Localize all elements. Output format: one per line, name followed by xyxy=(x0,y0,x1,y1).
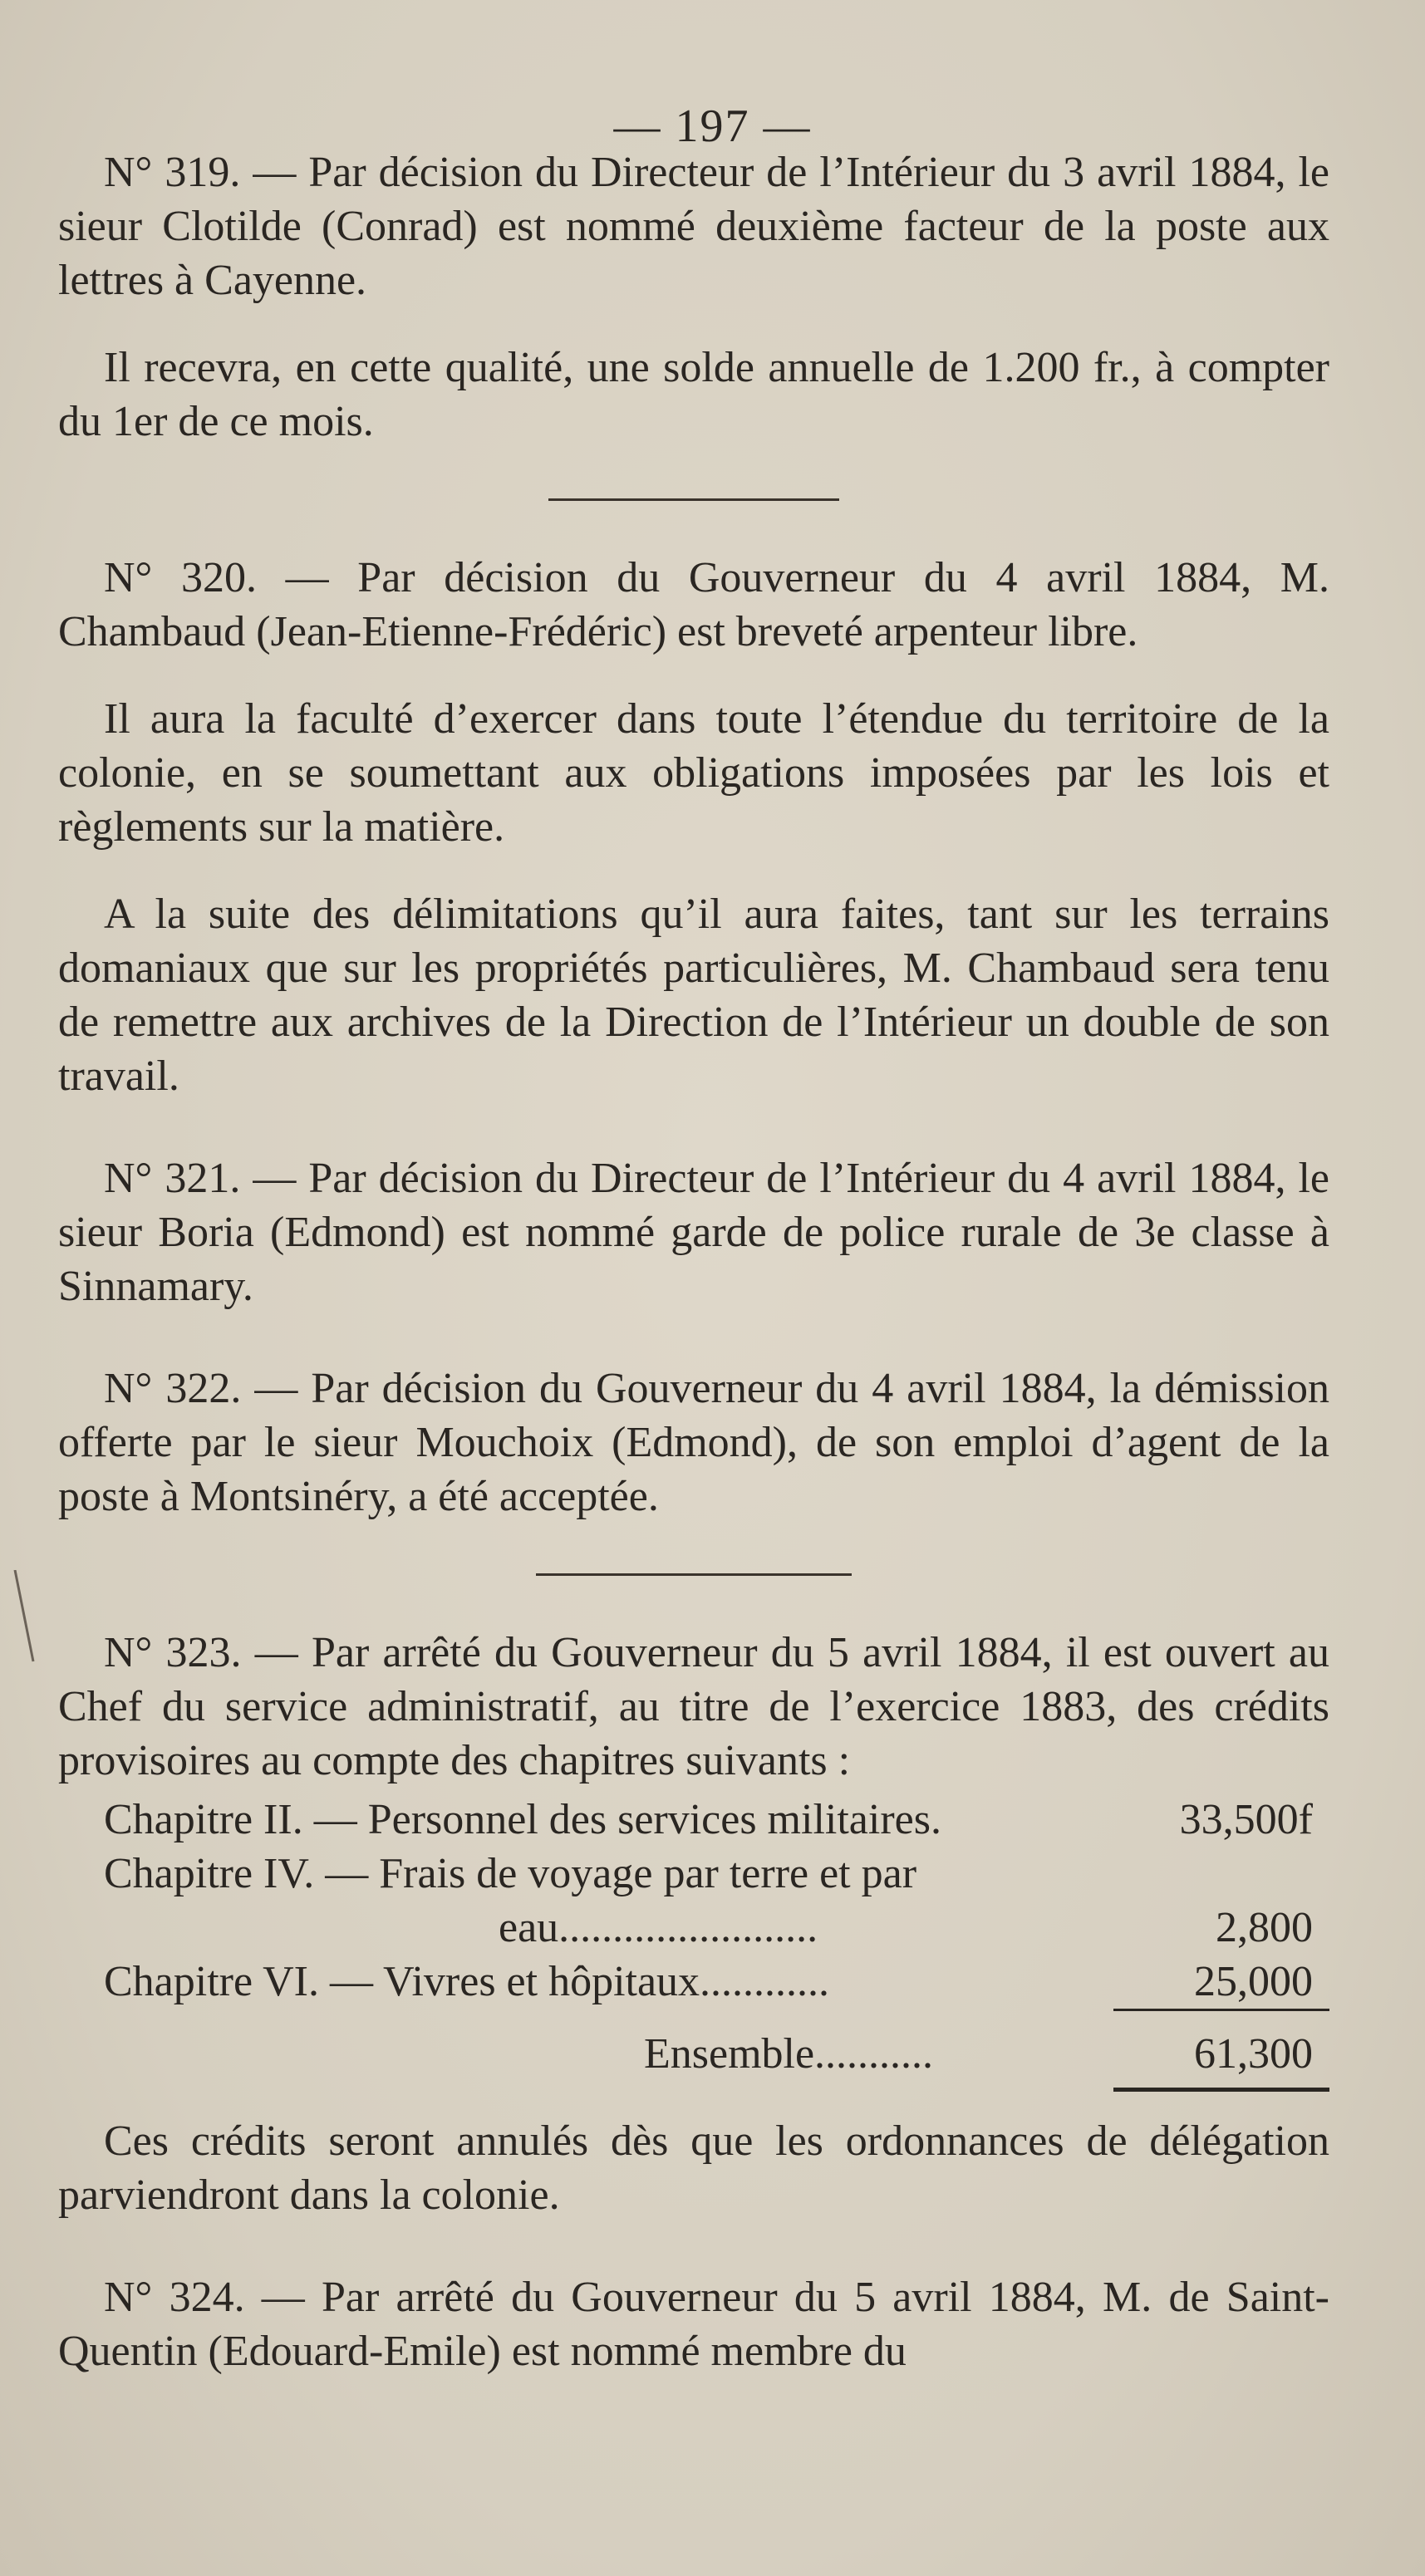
section-divider xyxy=(548,498,839,501)
ledger-total-amount: 61,300 xyxy=(1113,2027,1329,2092)
ledger-amount: 2,800 xyxy=(1216,1904,1313,1951)
ledger-amount: 33,500f xyxy=(1179,1796,1313,1843)
entry-320-paragraph-3: A la suite des délimitations qu’il aura faites, tant sur les terrains domaniaux que sur les propriétés particulières, M. Chambaud sera tenu de remettre aux archives de la Direction de l’Intérieur un double de son travail. xyxy=(58,891,1329,1100)
entry-320 xyxy=(58,551,1329,1103)
ledger-label: Chapitre II. — Personnel des services militaires. xyxy=(104,1796,941,1843)
ledger-total-row xyxy=(58,2027,1329,2081)
entry-323-paragraph-1: N° 323. — Par arrêté du Gouverneur du 5 avril 1884, il est ouvert au Chef du service administratif, au titre de l’exercice 1883, des crédits provisoires au compte des chapitres suivants : xyxy=(58,1629,1329,1784)
entry-324-paragraph-1: N° 324. — Par arrêté du Gouverneur du 5 avril 1884, M. de Saint-Quentin (Edouard-Emile) est nommé membre du xyxy=(58,2274,1329,2375)
ledger-row xyxy=(58,1793,1329,1847)
entry-320-paragraph-1: N° 320. — Par décision du Gouverneur du 4 avril 1884, M. Chambaud (Jean-Etienne-Frédéric) est breveté arpenteur libre. xyxy=(58,554,1329,655)
entry-324 xyxy=(58,2270,1329,2378)
entry-319-paragraph-2: Il recevra, en cette qualité, une solde annuelle de 1.200 fr., à compter du 1er de ce mois. xyxy=(58,344,1329,445)
document-body xyxy=(58,116,1329,2378)
ledger-row xyxy=(58,1901,1329,1955)
entry-323-closing: Ces crédits seront annulés dès que les ordonnances de délégation parviendront dans la colonie. xyxy=(58,2117,1329,2219)
ledger-label: Chapitre IV. — Frais de voyage par terre et par xyxy=(104,1850,917,1897)
ledger-total-label: Ensemble........... xyxy=(644,2030,934,2078)
ledger-amount: 25,000 xyxy=(1113,1955,1329,2011)
credit-ledger xyxy=(58,1793,1329,2081)
entry-321-paragraph-1: N° 321. — Par décision du Directeur de l’Intérieur du 4 avril 1884, le sieur Boria (Edmond) est nommé garde de police rurale de 3e classe à Sinnamary. xyxy=(58,1155,1329,1310)
entry-323 xyxy=(58,1626,1329,2222)
entry-319-paragraph-1: N° 319. — Par décision du Directeur de l’Intérieur du 3 avril 1884, le sieur Clotilde (Conrad) est nommé deuxième facteur de la poste aux lettres à Cayenne. xyxy=(58,149,1329,304)
entry-319 xyxy=(58,145,1329,449)
ledger-label: eau........................ xyxy=(499,1904,818,1951)
entry-320-paragraph-2: Il aura la faculté d’exercer dans toute l’étendue du territoire de la colonie, en se soumettant aux obligations imposées par les lois et règlements sur la matière. xyxy=(58,695,1329,851)
section-divider xyxy=(536,1573,852,1576)
entry-321 xyxy=(58,1151,1329,1313)
margin-pencil-mark xyxy=(8,1570,42,1670)
ledger-row xyxy=(58,1955,1329,2009)
page-number: — 197 — xyxy=(613,101,812,152)
entry-322-paragraph-1: N° 322. — Par décision du Gouverneur du 4 avril 1884, la démission offerte par le sieur Mouchoix (Edmond), de son emploi d’agent de la poste à Montsinéry, a été acceptée. xyxy=(58,1365,1329,1520)
entry-322 xyxy=(58,1362,1329,1524)
ledger-label: Chapitre VI. — Vivres et hôpitaux............ xyxy=(104,1958,830,2005)
ledger-row xyxy=(58,1847,1329,1901)
